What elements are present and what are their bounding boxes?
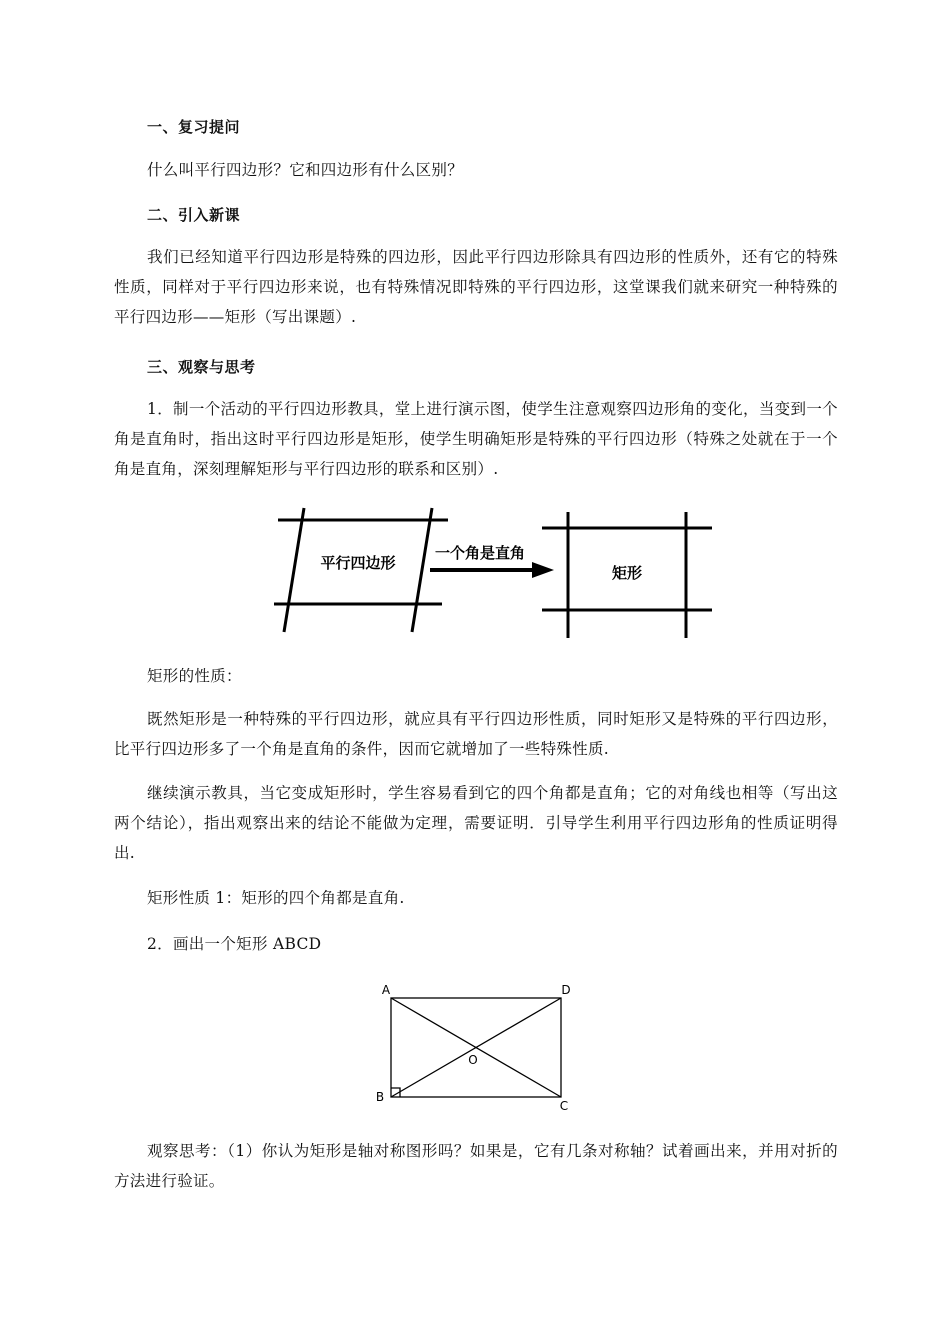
properties-title: 矩形的性质：	[147, 667, 242, 685]
arrow-label: 一个角是直角	[434, 544, 526, 562]
parallelogram-right-line	[412, 508, 432, 632]
arrow-head-icon	[532, 562, 554, 578]
vertex-a-label: A	[381, 983, 391, 997]
properties-paragraph-2: 继续演示教具，当它变成矩形时，学生容易看到它的四个角都是直角；它的对角线也相等（写出这两个结论），指出观察出来的结论不能做为定理，需要证明．引导学生利用平行四边形角的性质证明得出.	[114, 784, 838, 862]
center-o-label: O	[468, 1053, 478, 1067]
section-heading-intro: 二、引入新课	[147, 206, 241, 224]
vertex-c-label: C	[559, 1099, 569, 1113]
vertex-b-label: B	[375, 1090, 385, 1104]
parallelogram-left-line	[284, 508, 304, 632]
rectangle-abcd-figure	[370, 980, 580, 1116]
parallelogram-to-rectangle-figure	[270, 502, 720, 642]
section-heading-review: 一、复习提问	[147, 118, 241, 136]
properties-paragraph-1: 既然矩形是一种特殊的平行四边形，就应具有平行四边形性质，同时矩形又是特殊的平行四边形，比平行四边形多了一个角是直角的条件，因而它就增加了一些特殊性质.	[114, 710, 838, 758]
intro-paragraph: 我们已经知道平行四边形是特殊的四边形，因此平行四边形除具有四边形的性质外，还有它的特殊性质，同样对于平行四边形来说，也有特殊情况即特殊的平行四边形，这堂课我们就来研究一种特殊的平行四边形——矩形（写出课题）.	[114, 248, 838, 326]
property-1: 矩形性质 1：矩形的四个角都是直角.	[147, 889, 405, 907]
parallelogram-label: 平行四边形	[320, 554, 396, 572]
item1-paragraph: 1．制一个活动的平行四边形教具，堂上进行演示图，使学生注意观察四边形角的变化，当变到一个角是直角时，指出这时平行四边形是矩形，使学生明确矩形是特殊的平行四边形（特殊之处就在于一个角是直角，深刻理解矩形与平行四边形的联系和区别）.	[114, 400, 838, 478]
rectangle-label: 矩形	[611, 564, 643, 582]
review-question: 什么叫平行四边形？它和四边形有什么区别？	[147, 161, 464, 179]
vertex-d-label: D	[561, 983, 571, 997]
section-heading-observe: 三、观察与思考	[147, 358, 256, 376]
observe-question-paragraph: 观察思考：（1）你认为矩形是轴对称图形吗？如果是，它有几条对称轴？试着画出来，并用对折的方法进行验证。	[114, 1142, 838, 1190]
item2-line: 2．画出一个矩形 ABCD	[147, 935, 322, 953]
